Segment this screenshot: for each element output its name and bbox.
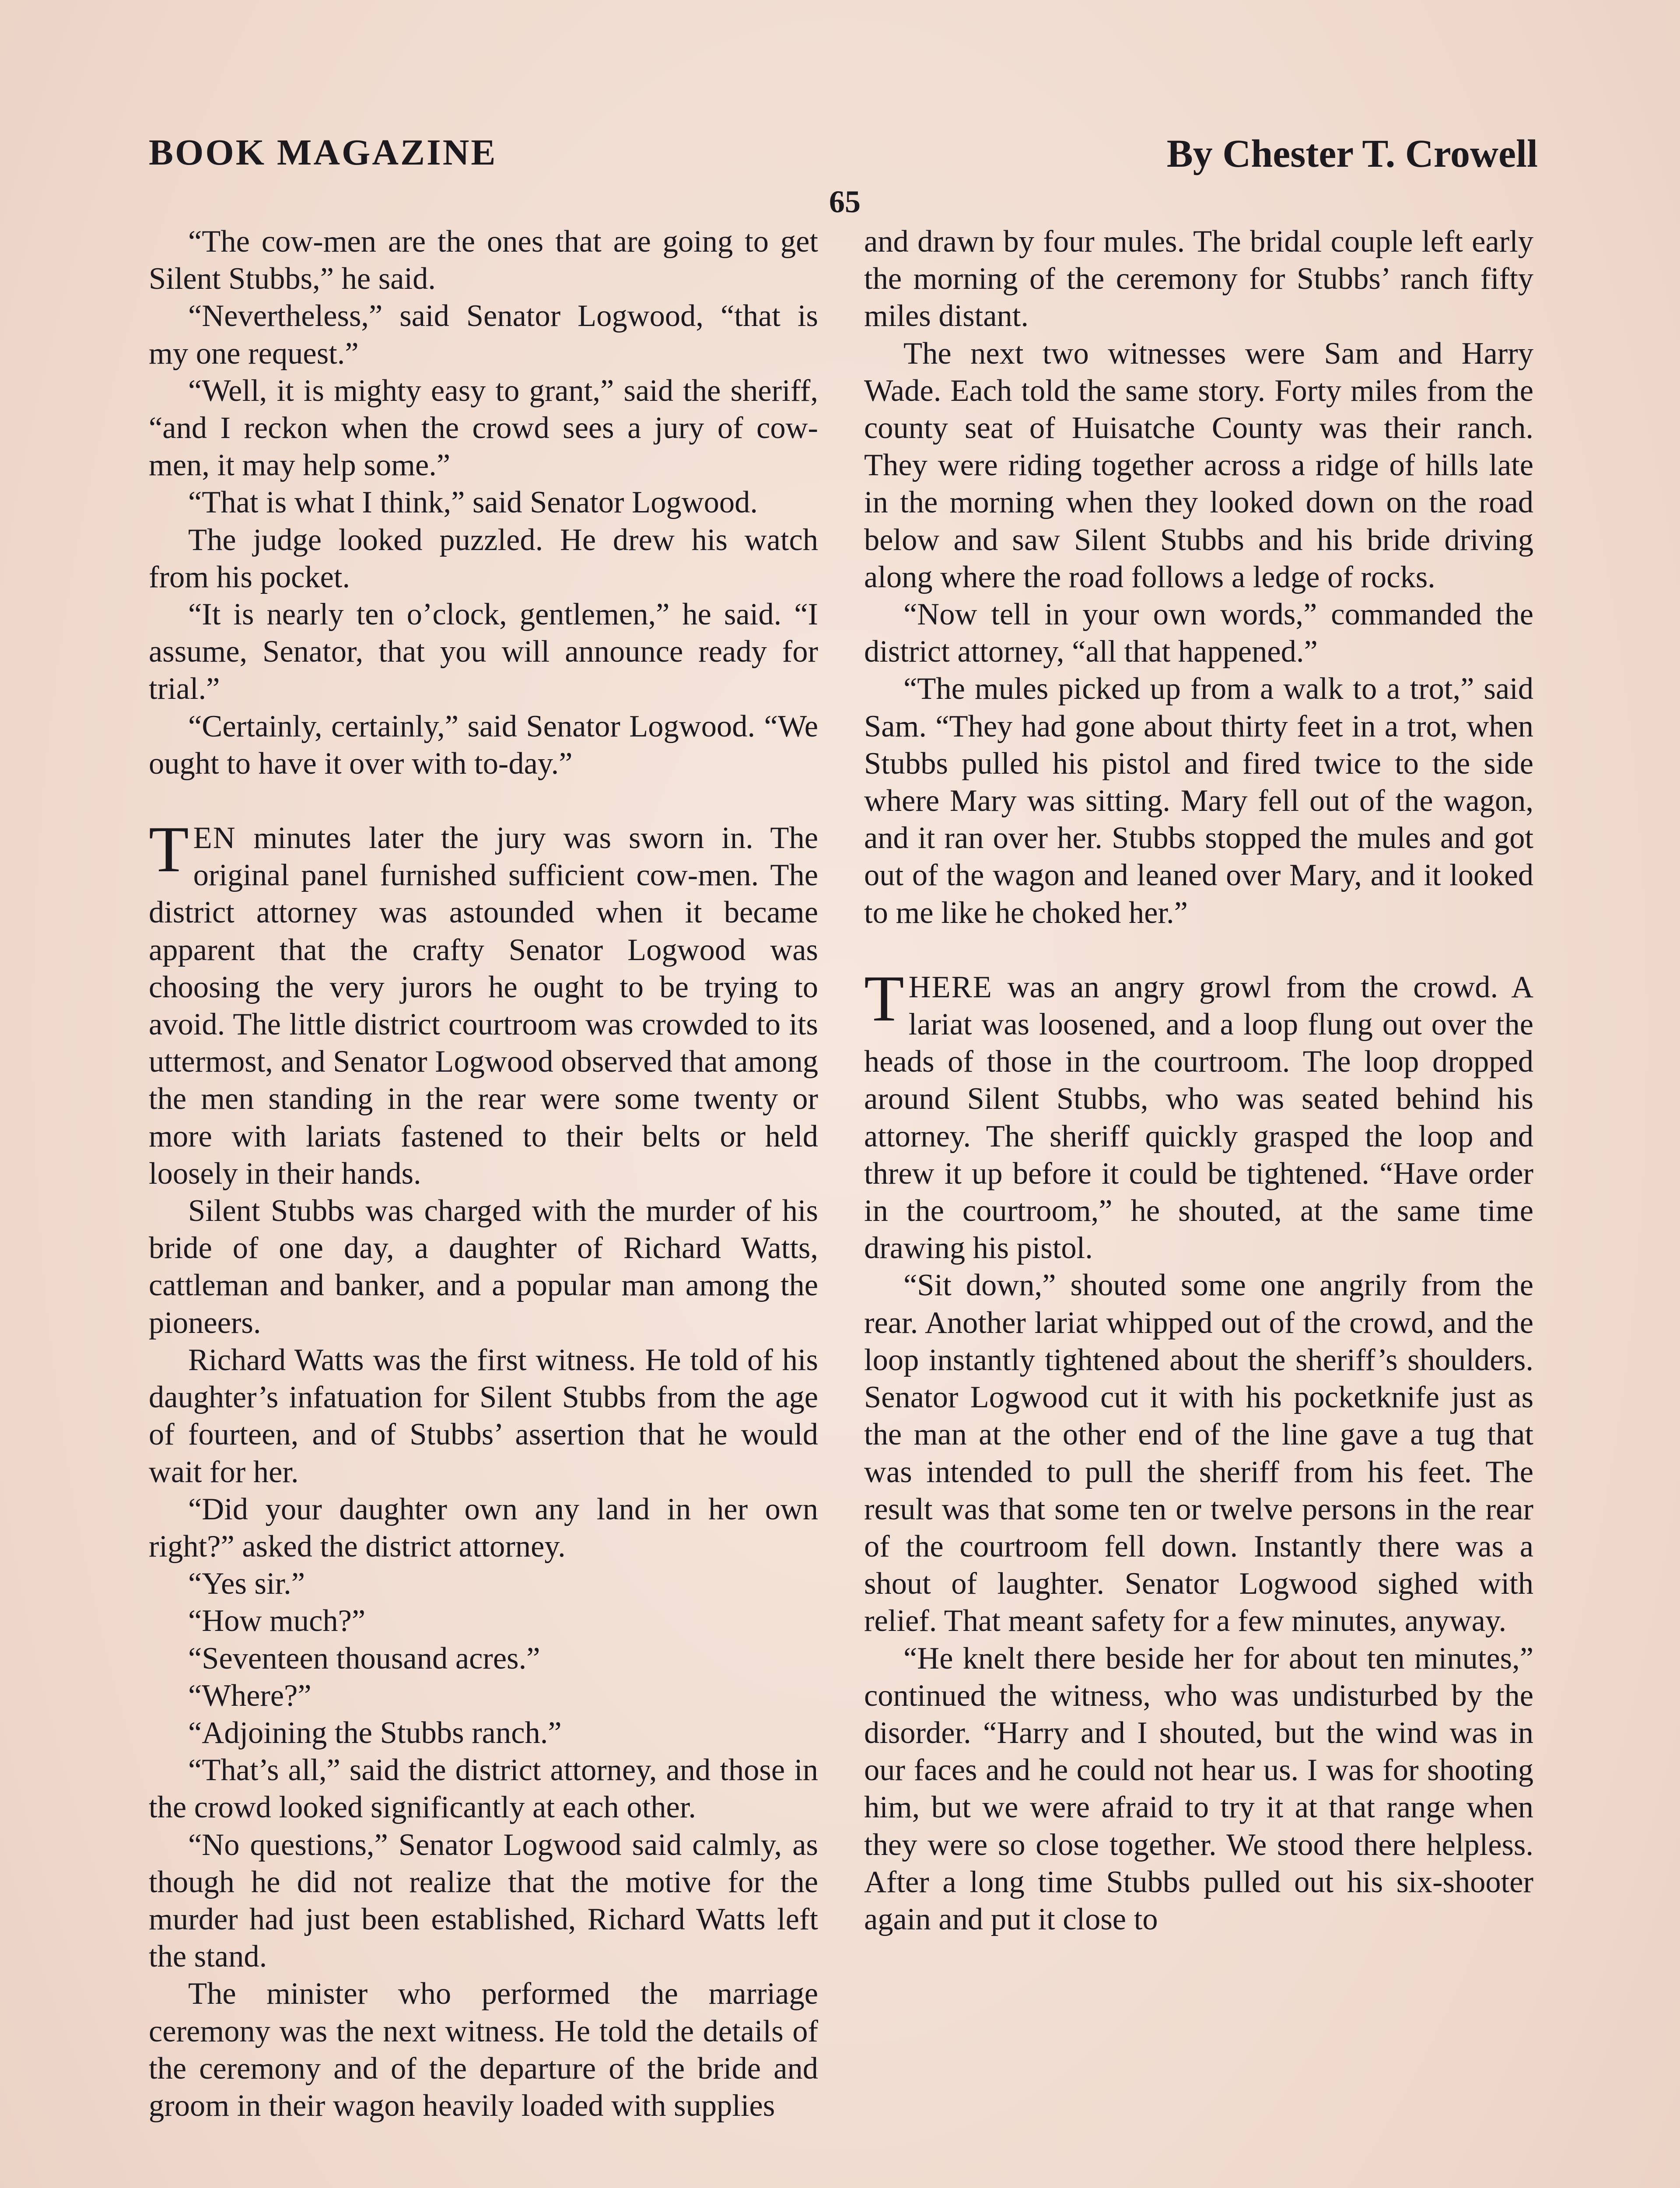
paragraph: “It is nearly ten o’clock, gentlemen,” he said. “I assume, Senator, that you will announce ready for trial.” xyxy=(149,597,818,706)
paragraph: “The cow-men are the ones that are going to get Silent Stubbs,” he said. xyxy=(149,224,818,296)
paragraph: “Now tell in your own words,” commanded the district attorney, “all that happened.” xyxy=(864,597,1533,669)
paragraph: “Well, it is mighty easy to grant,” said the sheriff, “and I reckon when the crowd sees a jury of cow-men, it may help some.” xyxy=(149,373,818,483)
paragraph: The minister who performed the marriage ceremony was the next witness. He told the details of the ceremony and of the departure of the bride and groom in their wagon heavily loaded with supplies xyxy=(149,1977,818,2123)
paragraph: The next two witnesses were Sam and Harry Wade. Each told the same story. Forty miles from the county seat of Huisatche County was their ranch. They were riding together across a ridge of hills late in the morning when they looked down on the road below and saw Silent Stubbs and his bride driving along where the road follows a ledge of rocks. xyxy=(864,336,1533,594)
paragraph: “Yes sir.” xyxy=(188,1567,305,1601)
section-paragraph xyxy=(149,813,818,1192)
right-column xyxy=(864,223,1533,1938)
paragraph: “Seventeen thousand acres.” xyxy=(188,1641,540,1676)
paragraph: “That’s all,” said the district attorney, and those in the crowd looked significantly at each other. xyxy=(149,1753,818,1825)
section-paragraph xyxy=(864,962,1533,1267)
drop-cap: T xyxy=(149,813,189,886)
lead-word: EN xyxy=(193,821,236,856)
paragraph: “That is what I think,” said Senator Logwood. xyxy=(188,485,758,520)
paragraph: “Adjoining the Stubbs ranch.” xyxy=(188,1715,562,1750)
paragraph: Richard Watts was the first witness. He told of his daughter’s infatuation for Silent Stubbs from the age of fourteen, and of Stubbs’ assertion that he would wait for her. xyxy=(149,1343,818,1489)
magazine-title: BOOK MAGAZINE xyxy=(149,132,497,173)
lead-word: HERE xyxy=(908,970,993,1004)
paragraph: “Sit down,” shouted some one angrily from the rear. Another lariat whipped out of the crowd, and the loop instantly tightened about the sheriff’s shoulders. Senator Logwood cut it with his pocketknife just as the man at the other end of the line gave a tug that was intended to pull the sheriff from his feet. The result was that some ten or twelve persons in the rear of the courtroom fell down. Instantly there was a shout of laughter. Senator Logwood sighed with relief. That meant safety for a few minutes, anyway. xyxy=(864,1268,1533,1638)
paragraph: “Did your daughter own any land in her own right?” asked the district attorney. xyxy=(149,1492,818,1564)
paragraph: “Nevertheless,” said Senator Logwood, “that is my one request.” xyxy=(149,299,818,371)
paragraph: and drawn by four mules. The bridal couple left early the morning of the ceremony for Stubbs’ ranch fifty miles distant. xyxy=(864,224,1533,333)
paragraph: Silent Stubbs was charged with the murder of his bride of one day, a daughter of Richard Watts, cattleman and banker, and a popular man among the pioneers. xyxy=(149,1194,818,1340)
paragraph: “The mules picked up from a walk to a trot,” said Sam. “They had gone about thirty feet in a trot, when Stubbs pulled his pistol and fired twice to the side where Mary was sitting. Mary fell out of the wagon, and it ran over her. Stubbs stopped the mules and got out of the wagon and leaned over Mary, and it looked to me like he choked her.” xyxy=(864,672,1533,930)
left-column xyxy=(149,223,818,2125)
page-number: 65 xyxy=(829,184,861,219)
section-text: was an angry growl from the crowd. A lariat was loosened, and a loop flung out over the heads of those in the courtroom. The loop dropped around Silent Stubbs, who was seated behind his attorney. The sheriff quickly grasped the loop and threw it up before it could be tightened. “Have order in the courtroom,” he shouted, at the same time drawing his pistol. xyxy=(864,970,1533,1266)
paragraph: “No questions,” Senator Logwood said calmly, as though he did not realize that the motive for the murder had just been established, Richard Watts left the stand. xyxy=(149,1827,818,1974)
paragraph: “He knelt there beside her for about ten minutes,” continued the witness, who was undisturbed by the disorder. “Harry and I shouted, but the wind was in our faces and he could not hear us. I was for shooting him, but we were afraid to try it at that range when they were so close together. We stood there helpless. After a long time Stubbs pulled out his six-shooter again and put it close to xyxy=(864,1641,1533,1936)
paragraph: “Where?” xyxy=(188,1678,312,1713)
section-text: minutes later the jury was sworn in. The original panel furnished sufficient cow-men. The district attorney was astounded when it became apparent that the crafty Senator Logwood was choosing the very jurors he ought to be trying to avoid. The little district courtroom was crowded to its uttermost, and Senator Logwood observed that among the men standing in the rear were some twenty or more with lariats fastened to their belts or held loosely in their hands. xyxy=(149,821,818,1191)
author-byline: By Chester T. Crowell xyxy=(1166,132,1538,175)
paragraph: “How much?” xyxy=(188,1604,366,1638)
paragraph: “Certainly, certainly,” said Senator Logwood. “We ought to have it over with to-day.” xyxy=(149,709,818,781)
paragraph: The judge looked puzzled. He drew his watch from his pocket. xyxy=(149,522,818,594)
drop-cap: T xyxy=(864,962,904,1035)
